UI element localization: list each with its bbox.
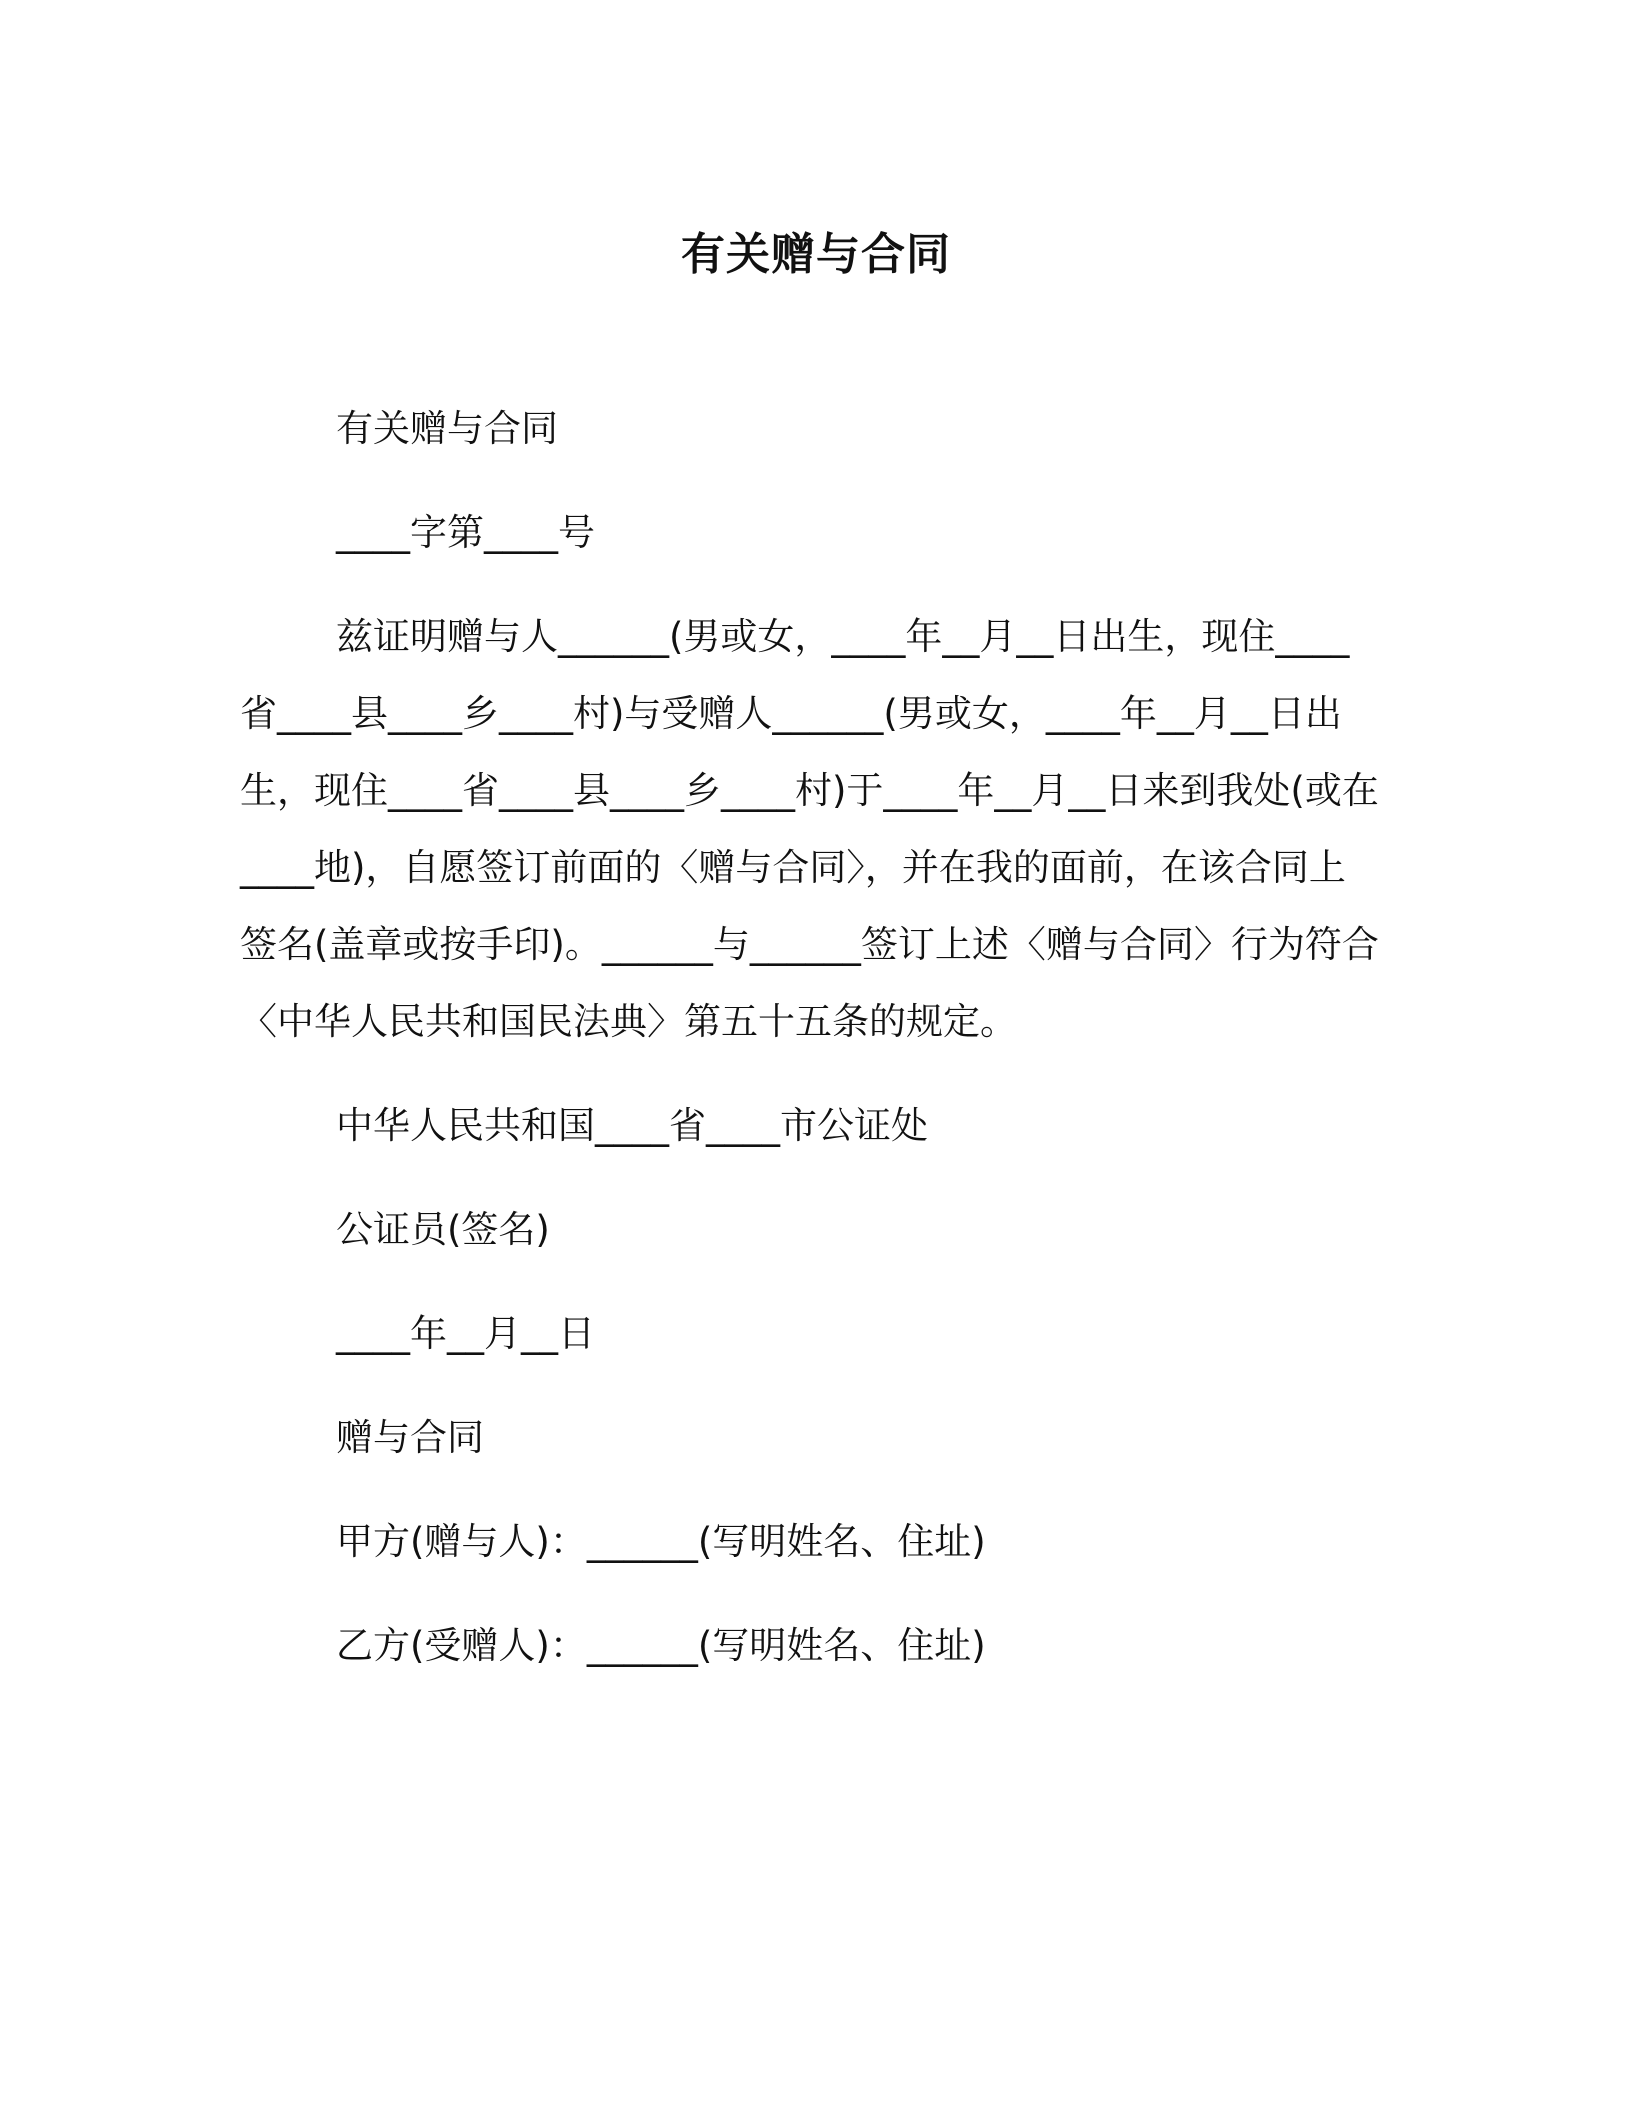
notary-office-paragraph: 中华人民共和国____省____市公证处 [336, 1104, 928, 1147]
date-paragraph: ____年__月__日 [336, 1312, 595, 1355]
document-number-paragraph: ____字第____号 [336, 511, 595, 554]
notary-signature-paragraph: 公证员(签名) [336, 1208, 550, 1251]
document-title: 有关赠与合同 [681, 229, 951, 280]
contract-heading-paragraph: 赠与合同 [336, 1416, 484, 1459]
notarization-statement-paragraph: 兹证明赠与人______(男或女，____年__月__日出生，现住____省____县____乡____村)与受赠人______(男或女，____年__月__日出生，现住____省____县____乡____村)于____年__月__日来到我处(或在____地)，自愿签订前面的〈赠与合同〉，并在我的面前，在该合同上签名(盖章或按手印)。______与______签订上述〈赠与合同〉行为符合〈中华人民共和国民法典〉第五十五条的规定。 [240, 615, 1379, 1043]
party-b-paragraph: 乙方(受赠人)：______(写明姓名、住址) [336, 1624, 986, 1667]
subtitle-paragraph: 有关赠与合同 [336, 407, 558, 450]
party-a-paragraph: 甲方(赠与人)：______(写明姓名、住址) [336, 1520, 986, 1563]
document-body [240, 390, 1380, 1711]
